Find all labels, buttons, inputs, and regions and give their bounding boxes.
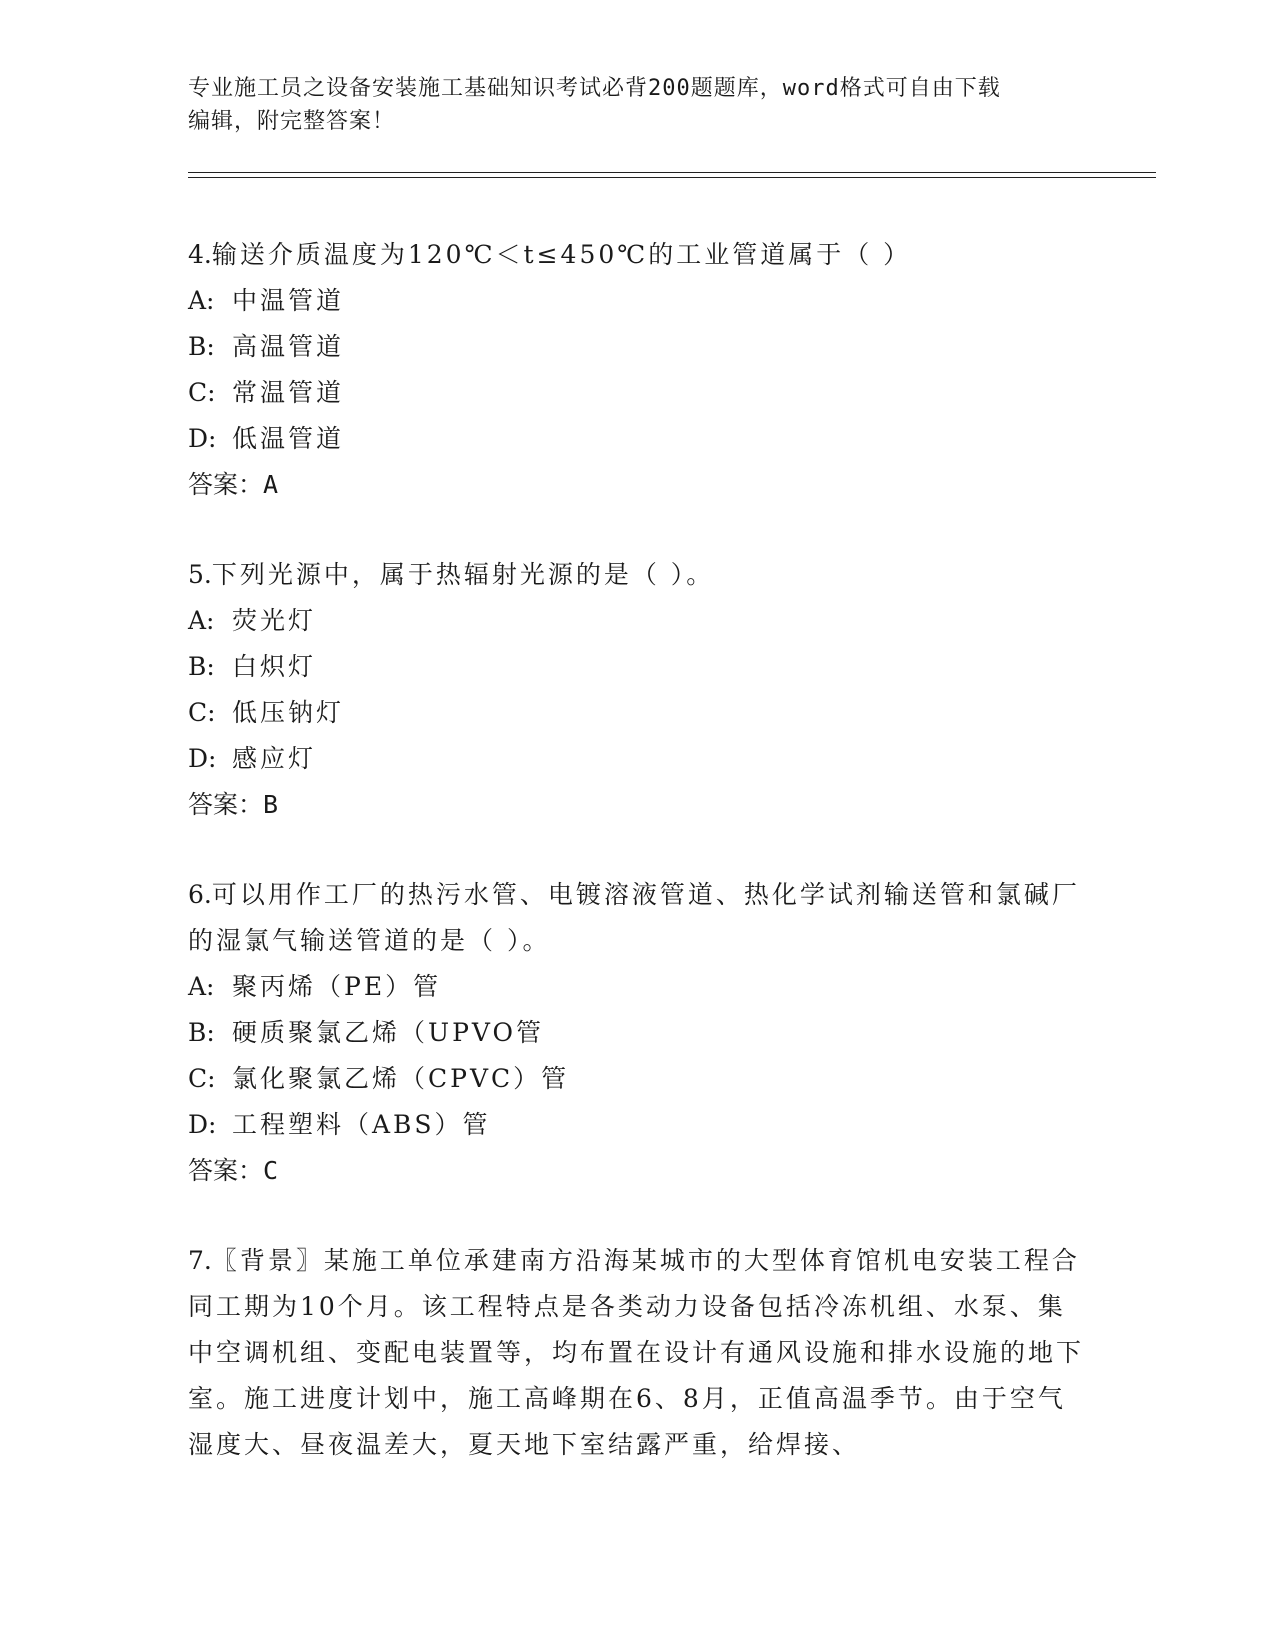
option-text: 常温管道	[232, 378, 345, 407]
answer-line: 答案：A	[188, 470, 279, 499]
question-7	[188, 1238, 1088, 1468]
question-number: 5.	[188, 560, 212, 589]
option-text: 工程塑料（ABS）管	[232, 1110, 491, 1139]
question-text: 下列光源中，属于热辐射光源的是（ ）。	[211, 560, 715, 589]
option-text: 白炽灯	[232, 652, 317, 681]
option-letter: C:	[188, 1064, 216, 1093]
question-4	[188, 232, 1088, 508]
option-text: 高温管道	[232, 332, 345, 361]
option-letter: A:	[188, 606, 215, 635]
document-header	[188, 72, 1088, 138]
option-letter: C:	[188, 698, 216, 727]
header-divider-top	[188, 172, 1156, 173]
question-stem	[188, 872, 1088, 964]
option-c	[188, 690, 1088, 736]
option-text: 低压钠灯	[232, 698, 345, 727]
option-text: 低温管道	[232, 424, 345, 453]
question-number: 7.	[188, 1246, 212, 1275]
option-letter: B:	[188, 332, 215, 361]
option-letter: B:	[188, 1018, 215, 1047]
option-text: 硬质聚氯乙烯（UPVO管	[232, 1018, 545, 1047]
question-number: 6.	[188, 880, 212, 909]
question-stem	[188, 232, 1088, 278]
option-letter: D:	[188, 424, 217, 453]
header-divider-bottom	[188, 177, 1156, 178]
option-b	[188, 324, 1088, 370]
header-line-1: 专业施工员之设备安装施工基础知识考试必背200题题库，word格式可自由下载	[188, 76, 1001, 101]
question-stem	[188, 1238, 1088, 1468]
option-c	[188, 1056, 1088, 1102]
option-d	[188, 736, 1088, 782]
option-text: 荧光灯	[232, 606, 317, 635]
option-letter: B:	[188, 652, 215, 681]
header-line-2: 编辑，附完整答案！	[188, 109, 396, 134]
answer-line: 答案：C	[188, 1156, 279, 1185]
option-text: 中温管道	[232, 286, 345, 315]
option-a	[188, 598, 1088, 644]
option-letter: A:	[188, 972, 215, 1001]
question-text: 输送介质温度为120℃＜t≤450℃的工业管道属于（ ）	[211, 240, 912, 269]
question-stem	[188, 552, 1088, 598]
answer-line: 答案：B	[188, 790, 279, 819]
option-text: 感应灯	[232, 744, 317, 773]
option-b	[188, 644, 1088, 690]
option-a	[188, 278, 1088, 324]
option-b	[188, 1010, 1088, 1056]
question-number: 4.	[188, 240, 212, 269]
option-letter: D:	[188, 1110, 217, 1139]
question-6	[188, 872, 1088, 1194]
option-c	[188, 370, 1088, 416]
option-d	[188, 1102, 1088, 1148]
question-5	[188, 552, 1088, 828]
option-text: 氯化聚氯乙烯（CPVC）管	[232, 1064, 570, 1093]
option-letter: A:	[188, 286, 215, 315]
question-text: 可以用作工厂的热污水管、电镀溶液管道、热化学试剂输送管和氯碱厂的湿氯气输送管道的是（ ）。	[188, 880, 1080, 955]
option-letter: D:	[188, 744, 217, 773]
option-text: 聚丙烯（PE）管	[232, 972, 442, 1001]
option-d	[188, 416, 1088, 462]
option-a	[188, 964, 1088, 1010]
option-letter: C:	[188, 378, 216, 407]
question-text: 〖背景〗某施工单位承建南方沿海某城市的大型体育馆机电安装工程合同工期为10个月。该工程特点是各类动力设备包括冷冻机组、水泵、集中空调机组、变配电装置等，均布置在设计有通风设施和排水设施的地下室。施工进度计划中，施工高峰期在6、8月，正值高温季节。由于空气湿度大、昼夜温差大，夏天地下室结露严重，给焊接、	[188, 1246, 1085, 1459]
question-list	[188, 232, 1088, 1512]
